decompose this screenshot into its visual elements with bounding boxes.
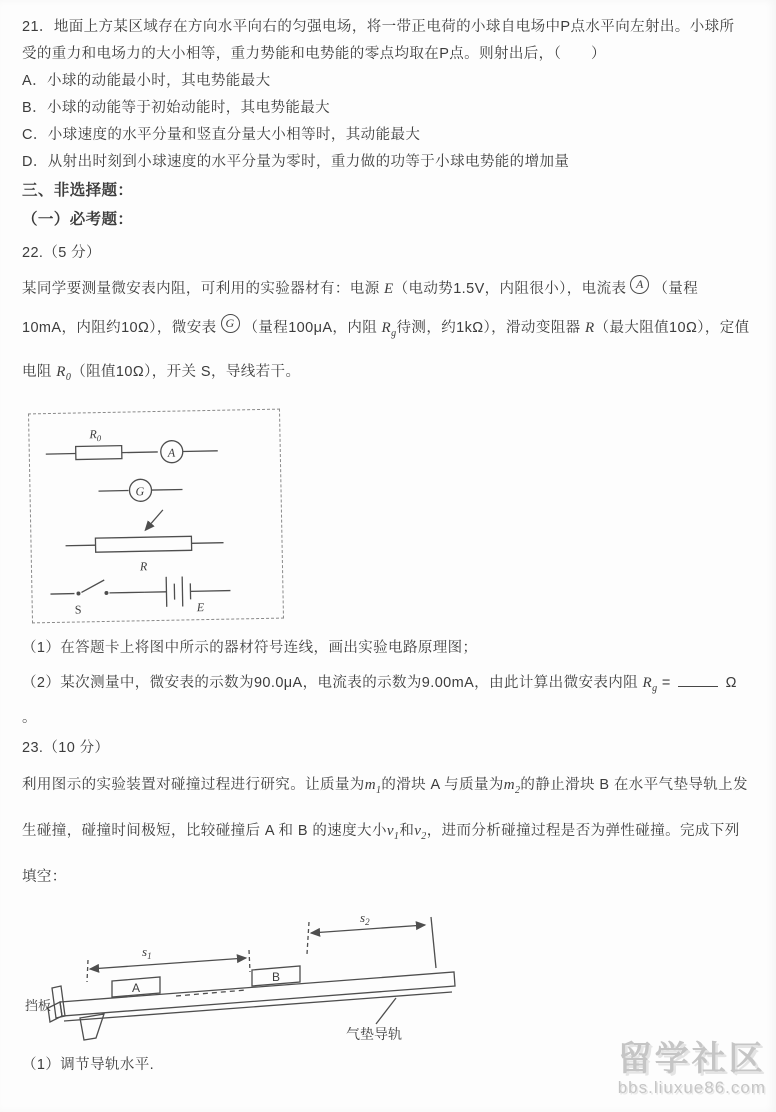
q21-option-b: B．小球的动能等于初始动能时，其电势能最大 [22,100,331,116]
svg-text:s2: $s_2$ [360,910,370,927]
q22-intro-run: （量程100μA，内阻 [243,320,382,336]
q23-part1: （1）调节导轨水平. [22,1057,155,1073]
svg-text:挡板: 挡板 [25,998,52,1013]
battery-symbol [144,576,231,616]
q23-intro-run: 的滑块 A 与质量为 [381,777,504,793]
svg-text:A: A [132,981,141,995]
q22-intro-run: （量程10mA，内阻约10Ω），微安表 [22,281,699,336]
equals-sign: = [657,675,676,691]
svg-text:s1: $s_1$ [142,944,152,961]
q23-intro-run: 和 [399,823,415,839]
svg-text:B: B [272,970,281,984]
switch-symbol [50,579,145,617]
dimension-s2 [307,910,425,954]
svg-text:R0: $R_0$ [89,427,102,444]
question-23 [22,733,750,1082]
svg-text:R: R [139,559,148,574]
q22-intro-run: ，导线若干。 [210,364,301,380]
watermark-site-url: bbs.liuxue86.com [617,1078,766,1097]
q22-intro-run: 某同学要测量微安表内阻，可利用的实验器材有：电源 [22,281,385,297]
svg-text:E: E [196,600,205,615]
var-v2-sub: 2 [421,831,427,842]
q23-number: 23.（10 分） [22,740,110,756]
q22-intro-run: 待测，约1kΩ），滑动变阻器 [396,320,585,336]
q23-intro-run: ，进而分析碰撞过程是否为弹性碰撞。完成下列填空： [22,823,740,885]
question-22 [22,238,750,729]
q21-option-a: A．小球的动能最小时，其电势能最大 [22,73,271,89]
q23-intro [22,765,750,898]
right-end-plate [431,917,436,968]
var-Rg: R [642,675,653,691]
airtrack-label [346,998,402,1042]
var-emf-E: E [384,281,394,297]
answer-blank [678,674,718,687]
var-Rg: R [381,320,392,336]
ammeter-symbol [161,440,218,463]
var-m1: m [364,777,376,793]
svg-text:G: G [135,484,145,499]
section-subtitle: （一）必考题： [22,211,134,228]
section-title: 三、非选择题： [22,182,134,199]
q23-intro-run: 的静止滑块 B 在水平气垫导轨上发生碰撞，碰撞时间极短，比较碰撞后 A 和 B 的速度大小 [22,777,748,839]
slider-block-b [252,966,300,986]
q21-option-c: C．小球速度的水平分量和竖直分量大小相等时，其动能最大 [22,127,421,143]
airtrack-diagram [24,908,494,1046]
var-R0: R [56,364,66,380]
q22-intro-run: （电动势1.5V，内阻很小），电流表 [393,281,627,297]
circuit-diagram [35,416,277,621]
q21-stem-line-2: 受的重力和电场力的大小相等，重力势能和电势能的零点均取在P点。则射出后，（ ） [22,46,606,62]
resistor-R0-symbol [45,426,158,460]
var-m1-sub: 1 [375,785,382,796]
var-R: R [584,320,595,336]
q21-stem-line-1: 21．地面上方某区域存在方向水平向右的匀强电场，将一带正电荷的小球自电场中P点水平向左射出。小球所 [22,19,735,35]
q22-intro-run: （最大阻值10Ω），定值电阻 [22,320,750,380]
var-S: S [200,364,211,380]
var-v1-sub: 1 [393,831,400,842]
svg-text:A: A [167,445,176,460]
ammeter-circle-symbol: A [630,275,649,294]
dimension-s1 [87,944,250,982]
q22-intro [22,270,750,397]
rheostat-symbol [65,536,224,575]
q23-intro-run: 利用图示的实验装置对碰撞过程进行研究。让质量为 [22,777,365,793]
var-m2: m [503,777,516,793]
airtrack-figure [24,908,750,1046]
var-v2: v [414,823,422,839]
q22-part2-run: （2）某次测量中，微安表的示数为90.0μA，电流表的示数为9.00mA，由此计算出微安表内阻 [22,675,643,691]
svg-text:气垫导轨: 气垫导轨 [346,1026,402,1042]
svg-text:S: S [74,602,82,617]
rheostat-slider-arrow [145,510,163,530]
watermark [618,1040,766,1098]
q22-part2-period: 。 [22,710,37,726]
q22-intro-run: （阻值10Ω），开关 [71,364,201,380]
slider-block-a [112,977,160,997]
q22-part2 [22,665,750,707]
var-Rg-sub: g [652,683,658,694]
q22-part1: （1）在答题卡上将图中所示的器材符号连线，画出实验电路原理图； [22,640,478,656]
unit-ohm: Ω [721,675,737,691]
var-v1: v [386,823,394,839]
q21-option-d: D．从射出时刻到小球速度的水平分量为零时，重力做的功等于小球电势能的增加量 [22,154,570,170]
galvanometer-symbol [98,478,182,502]
question-21 [22,14,750,176]
q22-number: 22.（5 分） [22,245,101,261]
var-R0-sub: 0 [65,372,72,383]
watermark-site-name: 留学社区 [617,1040,766,1078]
var-Rg-sub: g [391,328,397,339]
var-m2-sub: 2 [515,785,521,796]
galvanometer-circle-symbol: G [221,314,240,333]
circuit-figure [28,409,284,624]
